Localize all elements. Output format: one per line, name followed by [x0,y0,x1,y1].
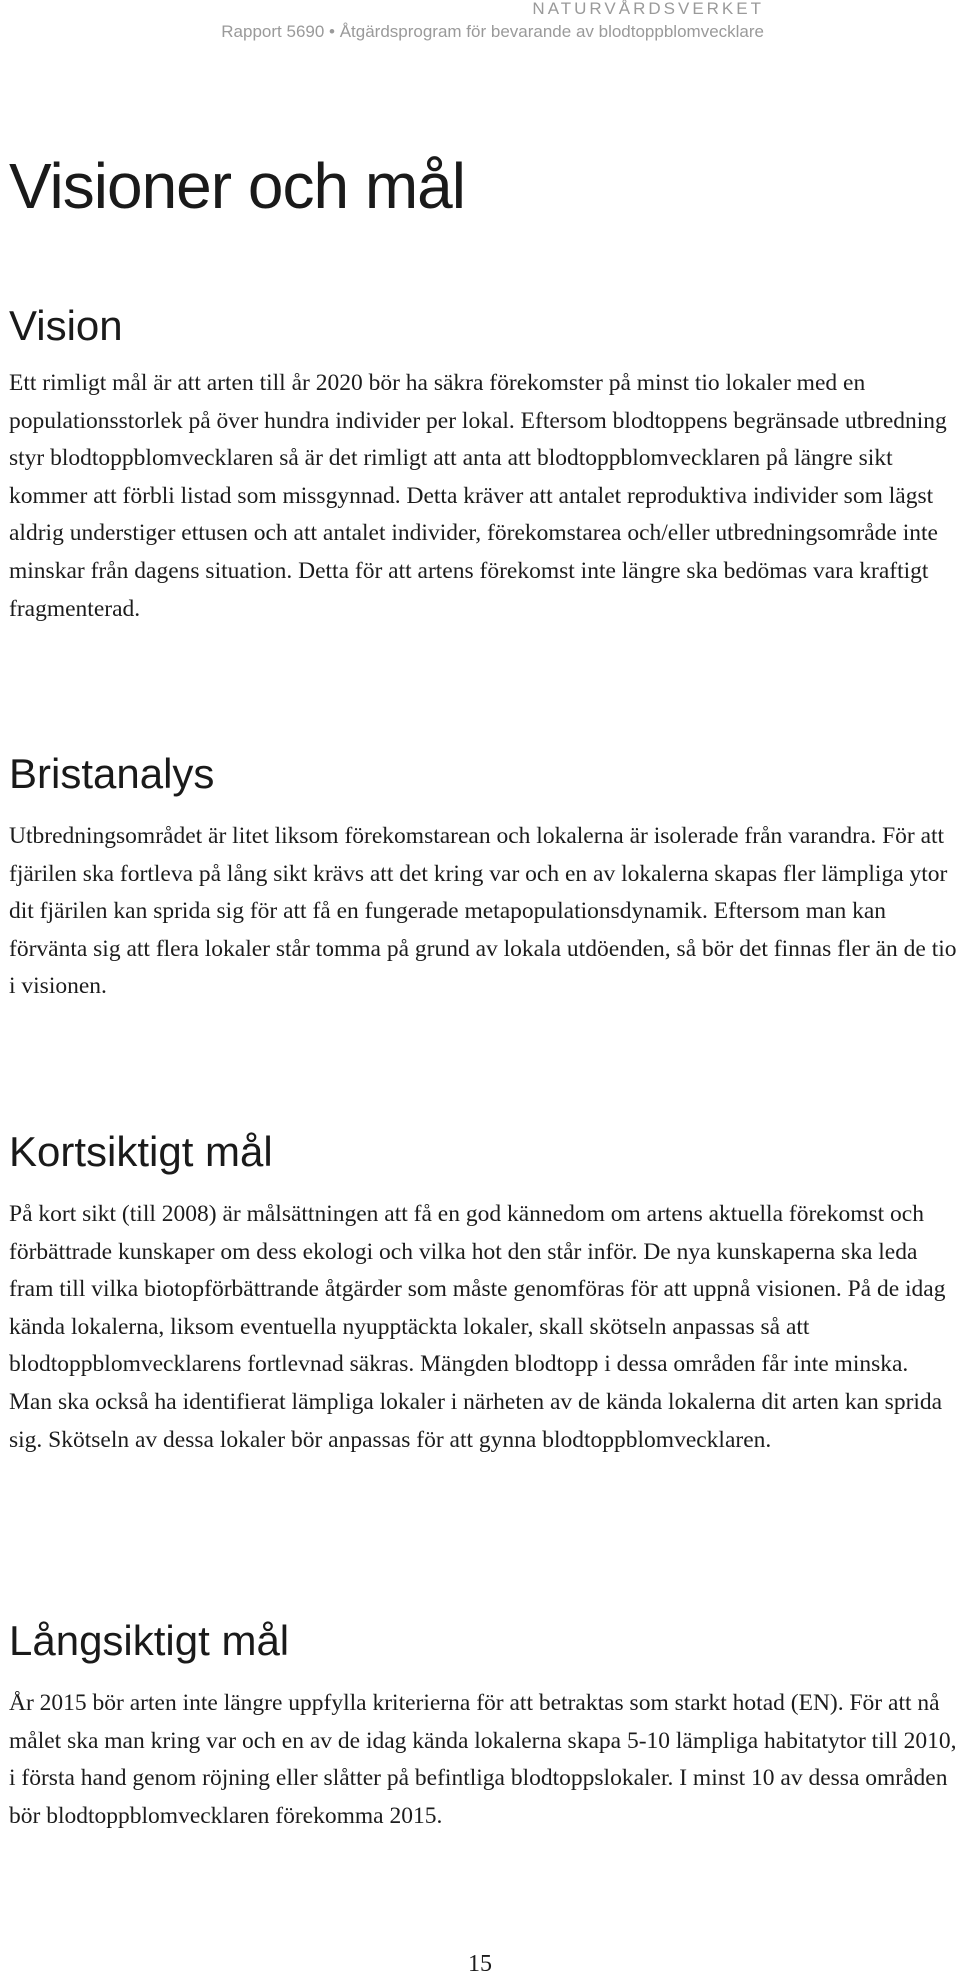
agency-name: NATURVÅRDSVERKET [532,0,764,18]
page-number: 15 [468,1951,492,1977]
vision-text: Ett rimligt mål är att arten till år 2020 bör ha säkra förekomster på minst tio lokaler med en populationsstorlek på över hundra individer per lokal. Eftersom blodtoppens begränsade utbredning styr blodtoppblomvecklaren så är det rimligt att anta att blodtoppblomvecklaren på längre sikt kommer att förbli listad som missgynnad. Detta kräver att antalet reproduktiva individer som lägst aldrig understiger ettusen och att antalet individer, förekomstarea och/eller utbredningsområde inte minskar från dagens situation. Detta för att artens förekomst inte längre ska bedömas vara kraftigt fragmenterad. [9,370,947,622]
kortsiktigt-mal-heading: Kortsiktigt mål [9,1128,273,1175]
page-header [221,0,764,44]
page-title: Visioner och mål [9,150,465,222]
vision-heading: Vision [9,302,123,349]
kortsiktigt-mal-text: På kort sikt (till 2008) är målsättningen att få en god kännedom om artens aktuella förekomst och förbättrade kunskaper om dess ekologi och vilka hot den står inför. De nya kunskaperna ska leda fram till vilka biotopförbättrande åtgärder som måste genomföras för att uppnå visionen. På de idag kända lokalerna, liksom eventuella nyupptäckta lokaler, skall skötseln anpassas så att blodtoppblomvecklarens fortlevnad säkras. Mängden blodtopp i dessa områden får inte minska. Man ska också ha identifierat lämpliga lokaler i närheten av de kända lokalerna dit arten kan sprida sig. Skötseln av dessa lokaler bör anpassas för att gynna blodtoppblomvecklaren. [9,1201,946,1453]
langsiktigt-mal-text: År 2015 bör arten inte längre uppfylla kriterierna för att betraktas som starkt hotad (EN). För att nå målet ska man kring var och en av de idag kända lokalerna skapa 5-10 lämpliga habitatytor till 2010, i första hand genom röjning eller slåtter på befintliga blodtoppslokaler. I minst 10 av dessa områden bör blodtoppblomvecklaren förekomma 2015. [9,1690,957,1829]
report-title: Rapport 5690 • Åtgärdsprogram för bevarande av blodtoppblomvecklare [221,22,764,41]
langsiktigt-mal-heading: Långsiktigt mål [9,1617,290,1664]
bristanalys-text: Utbredningsområdet är litet liksom förekomstarean och lokalerna är isolerade från varandra. För att fjärilen ska fortleva på lång sikt krävs att det kring var och en av lokalerna skapas fler lämpliga ytor dit fjärilen kan sprida sig för att få en fungerade metapopulationsdynamik. Eftersom man kan förvänta sig att flera lokaler står tomma på grund av lokala utdöenden, så bör det finnas fler än de tio i visionen. [9,823,957,1000]
bristanalys-heading: Bristanalys [9,750,215,797]
